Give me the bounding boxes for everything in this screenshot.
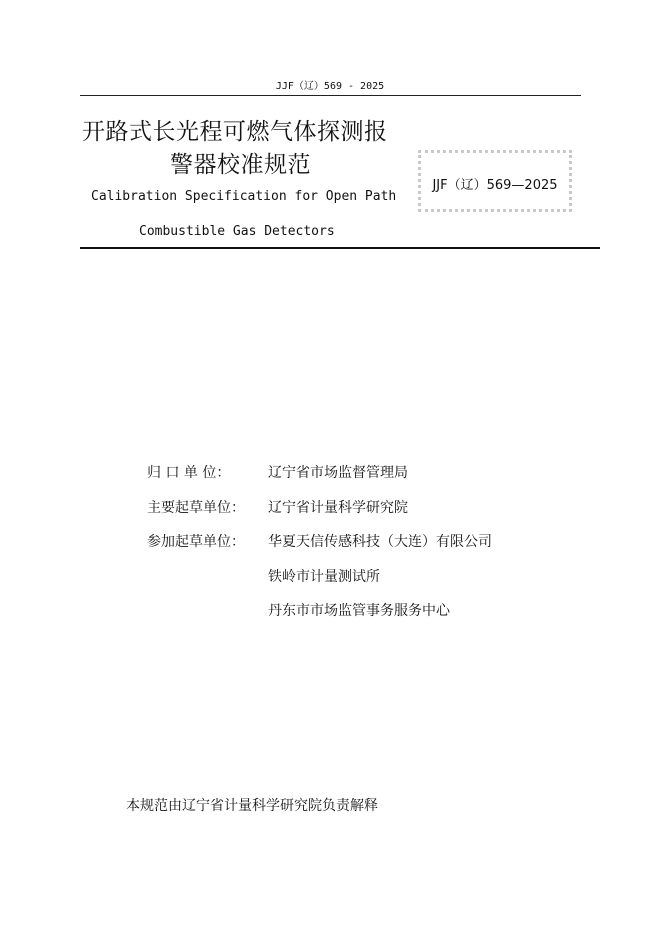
responsible-unit-label: 归 口 单 位： xyxy=(147,465,231,481)
interpretation-note: 本规范由辽宁省计量科学研究院负责解释 xyxy=(126,798,378,814)
title-en-line1: Calibration Specification for Open Path xyxy=(91,189,397,204)
main-drafter-label: 主要起草单位： xyxy=(147,500,245,516)
participant-3: 丹东市市场监管事务服务中心 xyxy=(268,603,450,619)
responsible-unit-value: 辽宁省市场监督管理局 xyxy=(268,465,408,481)
title-cn-line1: 开路式长光程可燃气体探测报 xyxy=(82,119,388,145)
title-cn-line2: 警器校准规范 xyxy=(170,152,311,178)
document-code-box xyxy=(418,150,572,212)
participant-1: 华夏天信传感科技（大连）有限公司 xyxy=(268,534,492,550)
title-divider xyxy=(80,247,600,249)
title-en-line2: Combustible Gas Detectors xyxy=(139,224,335,239)
header-divider xyxy=(80,95,581,96)
participant-2: 铁岭市计量测试所 xyxy=(268,569,380,585)
responsible-unit-row xyxy=(147,462,408,482)
running-header: JJF（辽）569 - 2025 xyxy=(275,81,385,92)
participant-row xyxy=(147,531,492,551)
document-code: JJF（辽）569—2025 xyxy=(432,178,558,193)
participants-label: 参加起草单位： xyxy=(147,534,245,550)
main-drafter-value: 辽宁省计量科学研究院 xyxy=(268,500,408,516)
main-drafter-row xyxy=(147,497,408,517)
